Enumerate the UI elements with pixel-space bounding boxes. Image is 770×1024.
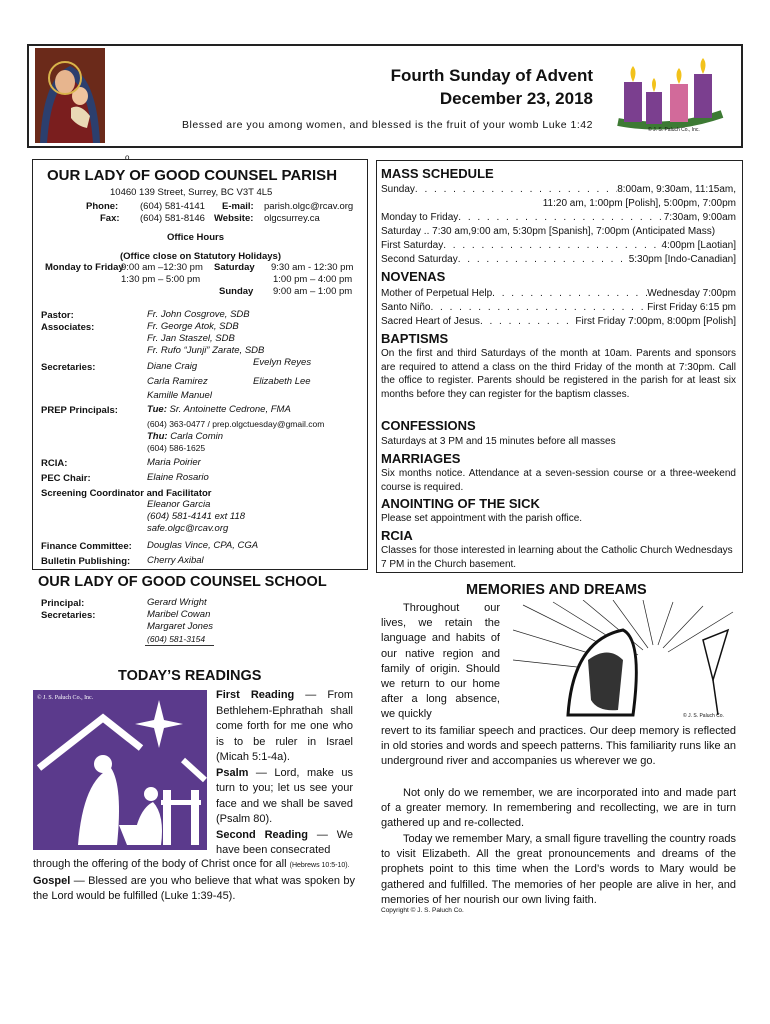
bulletin-title [300,64,593,110]
rcia-label: RCIA: [41,458,68,469]
website-value: olgcsurrey.ca [264,213,320,224]
prep-tue-name: Sr. Antoinette Cedrone, FMA [169,404,291,415]
office-sat-hours: 9:30 am - 12:30 pm [271,262,354,273]
office-hours-title: Office Hours [167,232,225,243]
secretary-1: Diane Craig [147,361,198,372]
parish-address: 10460 139 Street, Surrey, BC V3T 4L5 [110,187,273,198]
mass-sunday-label: Sunday [381,184,415,195]
phone-label: Phone: [86,201,119,212]
confessions-title: CONFESSIONS [381,418,476,433]
header-quote: Blessed are you among women, and blessed is the fruit of your womb Luke 1:42 [182,119,593,131]
marriages-text: Six months notice. Attendance at a seven-session course or a three-weekend course is required. [381,468,736,493]
website-label: Website: [214,213,254,224]
marriages-title: MARRIAGES [381,451,461,466]
prep-tue-day: Tue: [147,404,167,415]
prep-thu-name: Carla Comin [170,431,224,442]
anointing-title: ANOINTING OF THE SICK [381,496,540,511]
baptisms-title: BAPTISMS [381,331,449,346]
phone-value: (604) 581-4141 [140,201,205,212]
finance-label: Finance Committee: [41,541,132,552]
finance-name: Douglas Vince, CPA, CGA [147,540,259,551]
mass-sunday-times: 8:00am, 9:30am, 11:15am, [617,184,736,195]
bulletin-label: Bulletin Publishing: [41,556,131,567]
dot-leader [443,239,661,253]
secretary-3: Carla Ramirez [147,376,208,387]
principal-name: Gerard Wright [147,597,207,608]
secretary-4: Elizabeth Lee [253,376,311,387]
memories-p1-end: revert to its familiar speech and practices. Our deep memory is reflected in old stories and words and speech patterns. This familiarity runs like an underground river and accompanies us wherever we go. [381,725,736,768]
novenas-title: NOVENAS [381,269,446,284]
dot-leader [458,253,629,267]
pastor-label: Pastor: [41,310,74,321]
screening-email: safe.olgc@rcav.org [147,523,229,534]
wreath-copyright: © J. S. Paluch Co., Inc. [648,127,700,133]
mass-schedule-title: MASS SCHEDULE [381,166,494,181]
confessions-text: Saturdays at 3 PM and 15 minutes before all masses [381,436,616,447]
mass-first-sat-row [381,239,736,253]
readings-top-text [216,688,353,859]
screening-name: Eleanor Garcia [147,499,211,510]
mass-weekday-times: 7:30am, 9:00am [663,212,736,223]
second-reading-label: Second Reading [216,828,308,841]
office-mf-hours1: 9:00 am –12:30 pm [121,262,203,273]
novena-2-time: First Friday 6:15 pm [647,302,736,313]
dot-leader [458,211,663,225]
gospel-label: Gospel [33,874,71,887]
novena-row-3 [381,315,736,329]
school-phone: (604) 581-3154 [147,634,206,644]
dot-leader [415,183,617,197]
novena-1-time: Wednesday 7:00pm [647,288,736,299]
prep-thursday [147,431,223,444]
nativity-image [33,690,207,850]
visitation-image [513,600,743,720]
memories-title: MEMORIES AND DREAMS [466,582,647,598]
principal-label: Principal: [41,598,85,609]
first-reading-label: First Reading [216,689,295,701]
office-mf-hours2: 1:30 pm – 5:00 pm [121,274,201,285]
readings-title: TODAY’S READINGS [118,668,262,684]
secretary-2: Evelyn Reyes [253,357,312,368]
rcia-text: Classes for those interested in learning about the Catholic Church Wednesdays 7 PM in the Church basement. [381,545,733,570]
prep-tue-contact: (604) 363-0477 / prep.olgctuesday@gmail.com [147,419,325,429]
readings-bottom-text [33,857,355,905]
bulletin-title-date: December 23, 2018 [439,89,593,108]
novena-3-label: Sacred Heart of Jesus [381,316,480,327]
second-reading-text: — We have been consecrated [216,828,353,856]
associate-1: Fr. George Atok, SDB [147,321,239,332]
prep-thu-day: Thu: [147,431,168,442]
office-mf-label: Monday to Friday [45,262,124,273]
bulletin-name: Cherry Axibal [147,555,204,566]
mass-sunday-times2: 11:20 am, 1:00pm [Polish], 5:00pm, 7:00pm [542,198,736,209]
first-reading-text: — From Bethlehem-Ephrathah shall come forth for me one who is to be ruler in Israel (Micah 5:1-4a). [216,689,353,763]
novena-1-label: Mother of Perpetual Help [381,288,493,299]
secretary-5: Kamille Manuel [147,390,212,401]
bulletin-title-occasion: Fourth Sunday of Advent [390,66,593,85]
mass-weekday-row [381,211,736,225]
advent-wreath-icon [610,52,730,132]
office-sat-label: Saturday [214,262,255,273]
rcia-name: Maria Poirier [147,457,201,468]
office-sun-label: Sunday [219,286,254,297]
baptisms-text: On the first and third Saturdays of the month at 10am. Parents and sponsors are required to attend a class on the third Friday of the month at 7:30pm. Call the office to register. Parents should be registered in the parish for at least six months before they can register for the baptism classes. [381,348,736,400]
visitation-copyright: © J. S. Paluch Co. [683,713,724,719]
associate-3: Fr. Rufo “Junji” Zarate, SDB [147,345,265,356]
memories-p1-start: Throughout our lives, we retain the language and habits of our native region and family of origin. Should we return to our home after a long absence, we quickly [381,602,500,721]
office-hours-note: (Office close on Statutory Holidays) [120,251,281,262]
memories-copyright: Copyright © J. S. Paluch Co. [381,907,464,914]
dot-leader [430,301,647,315]
school-secretaries-label: Secretaries: [41,610,96,621]
mass-sunday-row [381,183,736,197]
screening-label: Screening Coordinator and Facilitator [41,488,212,499]
memories-p2: Not only do we remember, we are incorporated into and made part of a greater memory. In remembering and recollecting, we are in turn gathered up and re-collected. [381,787,736,830]
prep-thu-phone: (604) 586-1625 [147,443,206,453]
school-secretary-1: Maribel Cowan [147,609,211,620]
dot-leader [480,315,575,329]
memories-p3: Today we remember Mary, a small figure travelling the country roads to visit Elizabeth. All the great pronouncements and dreams of the prophets point to this time when the Lord’s words to Mary would be gathered and fulfilled. The memories of her people are alive in her, and memories of her nourish our own living faith. [381,833,736,906]
mass-second-sat-label: Second Saturday [381,254,458,265]
screening-phone: (604) 581-4141 ext 118 [147,511,246,522]
gospel-text: — Blessed are you who believe that what was spoken by the Lord would be fulfilled (Luke 1:39-45). [33,874,355,902]
psalm-text: — Lord, make us turn to you; let us see your face and we shall be saved (Psalm 80). [216,766,353,825]
mass-weekday-label: Monday to Friday [381,212,459,223]
novena-3-time: First Friday 7:00pm, 8:00pm [Polish] [575,316,736,327]
pec-label: PEC Chair: [41,473,91,484]
secretaries-label: Secretaries: [41,362,96,373]
email-label: E-mail: [222,201,254,212]
office-sat-hours2: 1:00 pm – 4:00 pm [273,274,353,285]
separator-mark: o [125,153,130,162]
associate-2: Fr. Jan Staszel, SDB [147,333,235,344]
parish-title: OUR LADY OF GOOD COUNSEL PARISH [47,167,338,184]
fax-label: Fax: [100,213,120,224]
mass-first-sat-time: 4:00pm [Laotian] [661,240,736,251]
rcia-title: RCIA [381,528,413,543]
email-value: parish.olgc@rcav.org [264,201,354,212]
novena-2-label: Santo Niño [381,302,431,313]
mass-second-sat-time: 5:30pm [Indo-Canadian] [628,254,736,265]
prep-tuesday [147,404,291,417]
mass-first-sat-label: First Saturday [381,240,444,251]
second-reading-continuation [33,857,355,874]
school-title: OUR LADY OF GOOD COUNSEL SCHOOL [38,574,327,590]
second-reading-ref: (Hebrews 10:5-10). [289,862,350,869]
fax-value: (604) 581-8146 [140,213,205,224]
mass-second-sat-row [381,253,736,267]
psalm-label: Psalm [216,766,249,779]
associates-label: Associates: [41,322,95,333]
pastor-name: Fr. John Cosgrove, SDB [147,309,250,320]
second-reading-cont-text: through the offering of the body of Christ once for all [33,858,287,870]
madonna-and-child-image [35,48,105,143]
anointing-text: Please set appointment with the parish office. [381,513,583,524]
dot-leader [492,287,647,301]
gospel-paragraph [33,874,355,905]
novena-row-2 [381,301,736,315]
nativity-copyright: © J. S. Paluch Co., Inc. [37,695,94,701]
office-sun-hours: 9:00 am – 1:00 pm [273,286,353,297]
novena-row-1 [381,287,736,301]
prep-label: PREP Principals: [41,405,118,416]
school-secretary-2: Margaret Jones [147,621,214,632]
school-divider [145,645,214,646]
mass-saturday-line: Saturday .. 7:30 am,9:00 am, 5:30pm [Spanish], 7:00pm (Anticipated Mass) [381,226,716,237]
pec-name: Elaine Rosario [147,472,209,483]
